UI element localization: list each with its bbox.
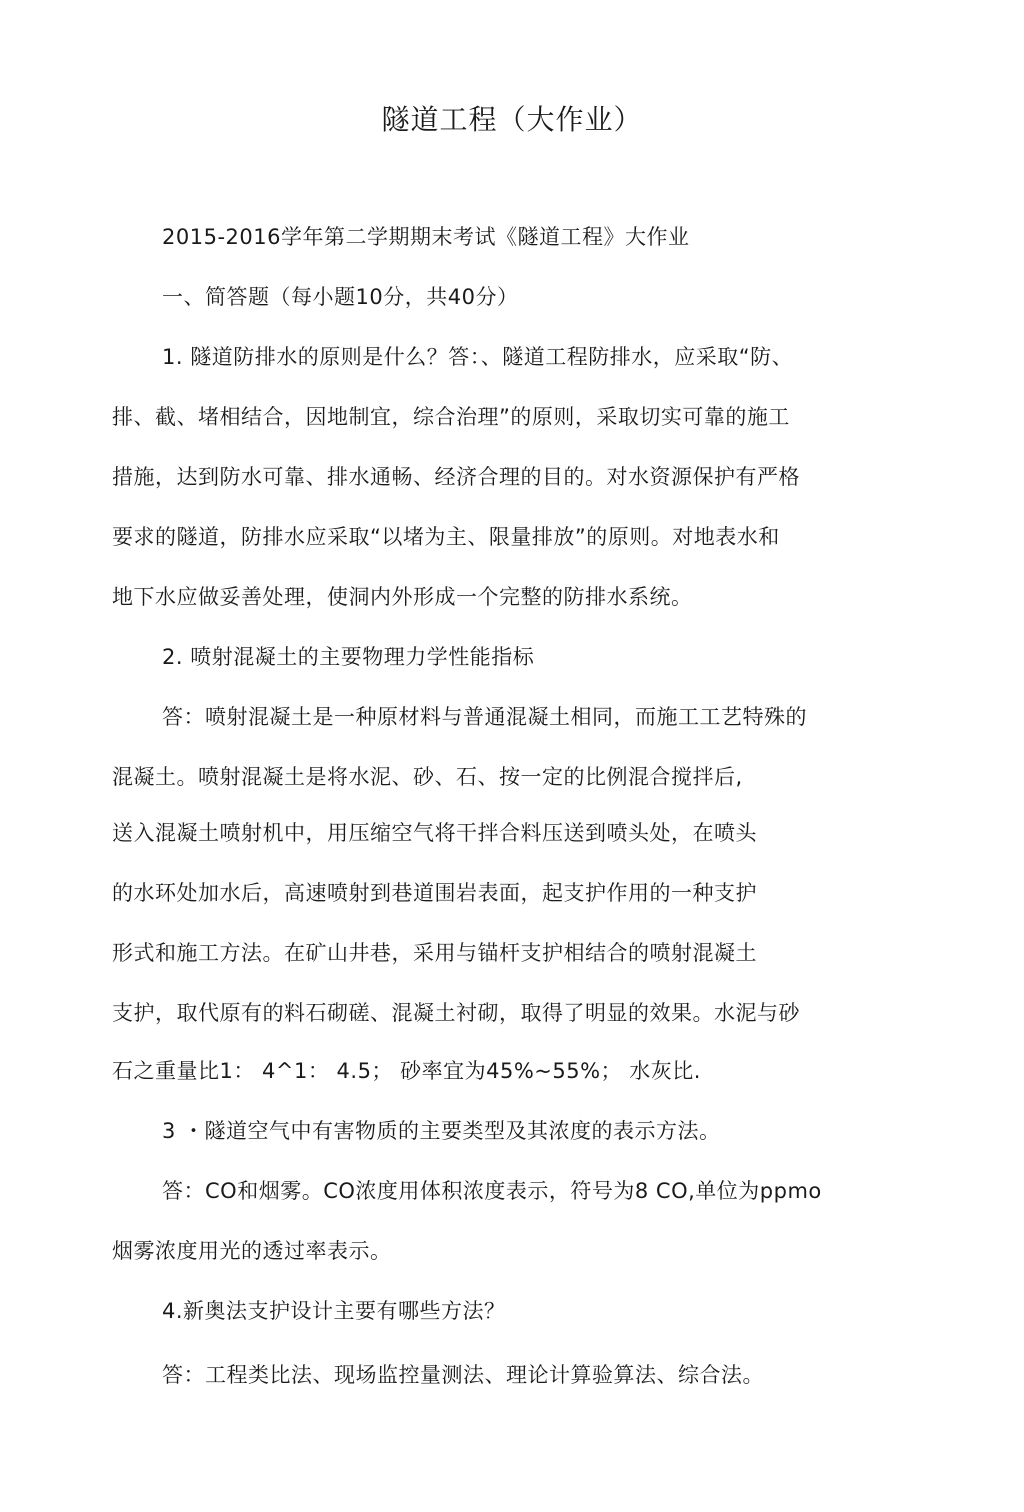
document-title: 隧道工程（大作业） (381, 103, 643, 136)
q2-answer-line-6: 支护，取代原有的料石砌磋、混凝土衬砌，取得了明显的效果。水泥与砂 (112, 1001, 800, 1025)
q3-question: 3 ・隧道空气中有害物质的主要类型及其浓度的表示方法。 (162, 1119, 721, 1143)
q1-line-5: 地下水应做妥善处理，使洞内外形成一个完整的防排水系统。 (112, 585, 693, 609)
q2-answer-line-2: 混凝土。喷射混凝土是将水泥、砂、石、按一定的比例混合搅拌后, (112, 765, 743, 789)
q1-line-3: 措施，达到防水可靠、排水通畅、经济合理的目的。对水资源保护有严格 (112, 465, 800, 489)
section-heading: 一、简答题（每小题10分，共40分） (162, 285, 519, 309)
q2-answer-line-5: 形式和施工方法。在矿山井巷，采用与锚杆支护相结合的喷射混凝土 (112, 941, 757, 965)
q3-answer-line-2: 烟雾浓度用光的透过率表示。 (112, 1239, 392, 1263)
q1-line-4: 要求的隧道，防排水应采取“以堵为主、限量排放”的原则。对地表水和 (112, 525, 780, 549)
q4-answer: 答：工程类比法、现场监控量测法、理论计算验算法、综合法。 (162, 1363, 764, 1387)
q2-answer-line-4: 的水环处加水后，高速喷射到巷道围岩表面，起支护作用的一种支护 (112, 881, 757, 905)
q2-answer-line-1: 答：喷射混凝土是一种原材料与普通混凝土相同，而施工工艺特殊的 (162, 705, 807, 729)
document-subtitle: 2015-2016学年第二学期期末考试《隧道工程》大作业 (162, 225, 690, 249)
q2-answer-line-3: 送入混凝土喷射机中，用压缩空气将干拌合料压送到喷头处，在喷头 (112, 821, 757, 845)
q3-answer-line-1: 答：CO和烟雾。CO浓度用体积浓度表示，符号为8 CO,单位为ppmo (162, 1179, 822, 1203)
q2-answer-line-7: 石之重量比1： 4^1： 4.5； 砂率宜为45%~55%； 水灰比. (112, 1059, 701, 1083)
q1-line-2: 排、截、堵相结合，因地制宜，综合治理”的原则，采取切实可靠的施工 (112, 405, 790, 429)
q4-question: 4.新奥法支护设计主要有哪些方法？ (162, 1299, 506, 1323)
q1-line-1: 1. 隧道防排水的原则是什么？答：、隧道工程防排水，应采取“防、 (162, 345, 794, 369)
q2-question: 2. 喷射混凝土的主要物理力学性能指标 (162, 645, 535, 669)
